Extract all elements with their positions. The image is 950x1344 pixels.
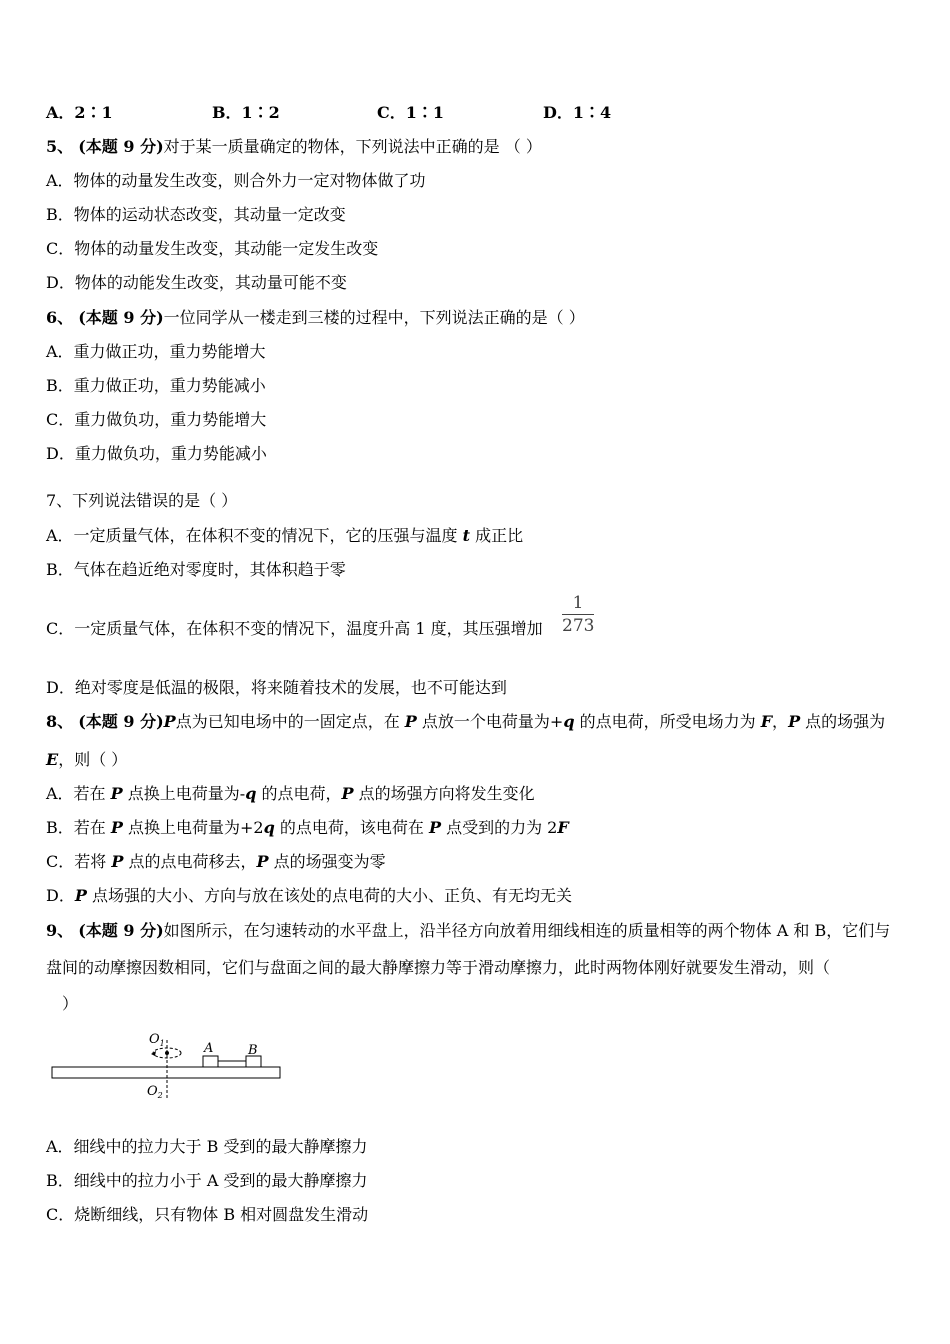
- q6-option-d: D．重力做负功，重力势能减小: [46, 444, 267, 463]
- q5-option-a: A．物体的动量发生改变，则合外力一定对物体做了功: [46, 171, 426, 190]
- q7-a-var: t: [462, 526, 471, 545]
- q5-number: 5、: [46, 137, 74, 156]
- q6-option-b: B．重力做正功，重力势能减小: [46, 376, 266, 395]
- label-o1: $O_1$: [149, 1032, 165, 1048]
- q9-stem-line1: [46, 921, 890, 941]
- q9-figure: [46, 1024, 291, 1104]
- q7-option-c: C．一定质量气体，在体积不变的情况下，温度升高 1 度，其压强增加: [46, 619, 543, 638]
- q5-option-b: B．物体的运动状态改变，其动量一定改变: [46, 205, 346, 224]
- q8-option-b: B．若在 P 点换上电荷量为+2q 的点电荷，该电荷在 P 点受到的力为 2F: [46, 818, 569, 837]
- q4-option-c: C．1∶1: [377, 103, 445, 122]
- q8-text: 点的场强为: [800, 712, 886, 731]
- q6-option-c: C．重力做负功，重力势能增大: [46, 410, 267, 429]
- q8-var-e: E: [46, 750, 59, 769]
- axis-center-dot: [165, 1051, 169, 1055]
- turntable-disk: [52, 1067, 280, 1078]
- q8-stem-line2: [46, 750, 127, 770]
- q8-tag: (本题 9 分): [78, 712, 164, 731]
- q7-option-b: B．气体在趋近绝对零度时，其体积趋于零: [46, 560, 346, 579]
- q8-var-f: F: [760, 712, 773, 731]
- q5-option-c: C．物体的动量发生改变，其动能一定发生改变: [46, 239, 379, 258]
- q9-stem-line3: ）: [62, 994, 79, 1013]
- q8-number: 8、: [46, 712, 74, 731]
- q8-var-p: P: [404, 712, 417, 731]
- q7-a-text-end: 成正比: [470, 526, 524, 545]
- q8-option-a: A．若在 P 点换上电荷量为-q 的点电荷，P 点的场强方向将发生变化: [46, 784, 535, 803]
- q7-fraction: [562, 593, 594, 636]
- q8-text: 点放一个电荷量为+: [416, 712, 564, 731]
- q5-stem: [46, 137, 542, 157]
- q7-a-text: A．一定质量气体，在体积不变的情况下，它的压强与温度: [46, 526, 463, 545]
- q9-option-b: B．细线中的拉力小于 A 受到的最大静摩擦力: [46, 1171, 368, 1190]
- label-o2: $O_2$: [147, 1084, 163, 1100]
- q8-text: 点为已知电场中的一固定点，在: [175, 712, 405, 731]
- q9-stem-line2: 盘间的动摩擦因数相同，它们与盘面之间的最大静摩擦力等于滑动摩擦力，此时两物体刚好就要发生滑动，则（: [46, 958, 831, 977]
- q8-option-c: C．若将 P 点的点电荷移去，P 点的场强变为零: [46, 852, 386, 871]
- q7-option-a: [46, 526, 523, 546]
- q7-fraction-numerator: 1: [572, 593, 584, 613]
- q5-stem-text: 对于某一质量确定的物体，下列说法中正确的是 （ ）: [163, 137, 542, 156]
- q6-option-a: A．重力做正功，重力势能增大: [46, 342, 266, 361]
- q8-text: 的点电荷，所受电场力为: [574, 712, 761, 731]
- q8-text: ，则（ ）: [58, 750, 128, 769]
- q9-option-c: C．烧断细线，只有物体 B 相对圆盘发生滑动: [46, 1205, 369, 1224]
- q9-option-a: A．细线中的拉力大于 B 受到的最大静摩擦力: [46, 1137, 368, 1156]
- q8-var-p: P: [163, 712, 176, 731]
- block-a: [203, 1056, 218, 1067]
- q7-fraction-denominator: 273: [562, 616, 595, 636]
- q6-stem-text: 一位同学从一楼走到三楼的过程中，下列说法正确的是（ ）: [163, 308, 585, 327]
- q8-option-d: D．P 点场强的大小、方向与放在该处的点电荷的大小、正负、有无均无关: [46, 886, 572, 905]
- q9-tag: (本题 9 分): [78, 921, 164, 940]
- q7-fraction-bar: [562, 614, 594, 615]
- q5-tag: (本题 9 分): [78, 137, 164, 156]
- q9-number: 9、: [46, 921, 74, 940]
- q8-stem-line1: [46, 712, 885, 732]
- q4-option-a: A．2∶1: [46, 103, 113, 122]
- q6-stem: [46, 308, 585, 328]
- q7-option-d: D．绝对零度是低温的极限，将来随着技术的发展，也不可能达到: [46, 678, 507, 697]
- q8-text: ，: [772, 712, 789, 731]
- q6-tag: (本题 9 分): [78, 308, 164, 327]
- q8-var-q: q: [563, 712, 575, 731]
- q6-number: 6、: [46, 308, 74, 327]
- q4-option-d: D．1∶4: [543, 103, 612, 122]
- q8-var-p: P: [788, 712, 801, 731]
- q4-option-b: B．1∶2: [212, 103, 280, 122]
- q9-text: 如图所示，在匀速转动的水平盘上，沿半径方向放着用细线相连的质量相等的两个物体 A 和 B，它们与: [163, 921, 891, 940]
- label-a: A: [204, 1041, 214, 1056]
- label-b: B: [248, 1043, 258, 1058]
- q7-stem: 7、下列说法错误的是（ ）: [46, 491, 238, 510]
- q5-option-d: D．物体的动能发生改变，其动量可能不变: [46, 273, 347, 292]
